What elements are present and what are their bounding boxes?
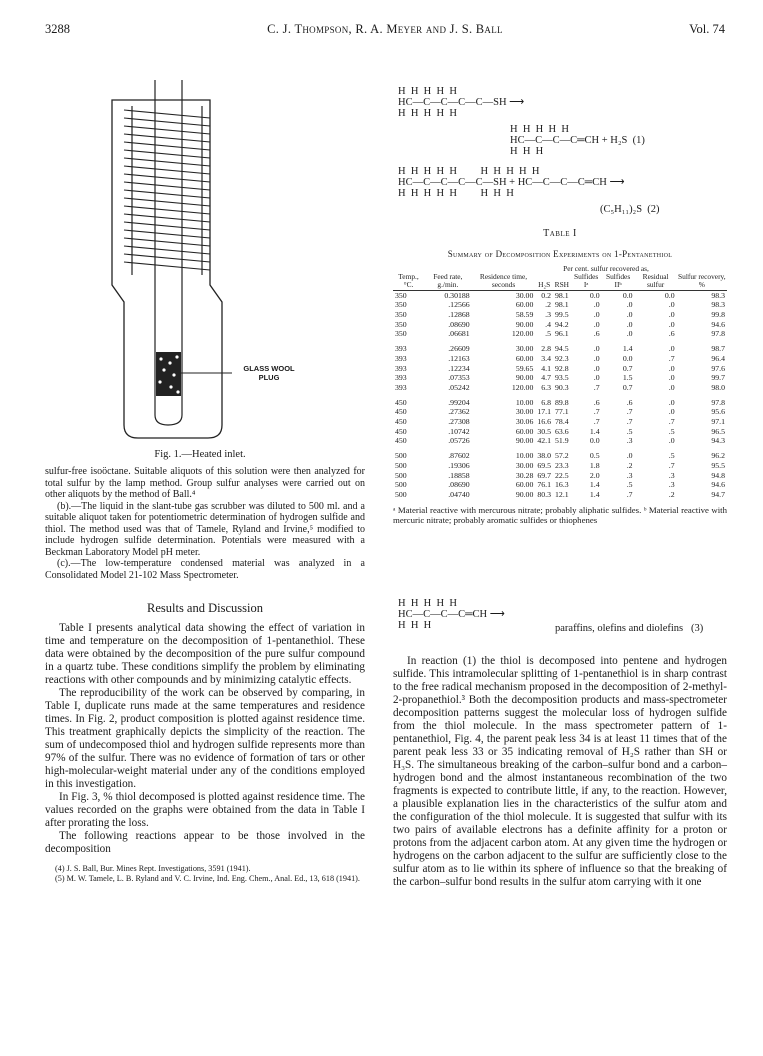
table-cell: 98.1: [555, 300, 569, 310]
table-cell: 2.0: [589, 470, 600, 480]
left-column: [45, 466, 365, 884]
table-cell: 393: [395, 382, 407, 392]
reaction-1-reactant: H H H H H HC—C—C—C—C—SH ⟶ H H H H H: [398, 86, 525, 119]
col-header: Sulfur recovery, %: [677, 265, 727, 290]
table-cell: .2: [626, 460, 633, 470]
table-cell: 500: [395, 470, 407, 480]
table-cell: 393: [395, 344, 407, 354]
table-cell: 95.5: [711, 460, 725, 470]
table-cell: 90.00: [515, 373, 534, 383]
col-header: Residual sulfur: [635, 273, 677, 290]
table-cell: .7: [668, 460, 675, 470]
heated-inlet-drawing: [60, 70, 350, 440]
reaction-2-product: (C₅H₁₁)₂S (2): [600, 204, 660, 215]
table-cell: 2.8: [541, 344, 552, 354]
table-cell: 98.3: [711, 300, 725, 310]
table-cell: .0: [668, 300, 675, 310]
table-cell: 16.3: [555, 480, 569, 490]
table-cell: 500: [395, 451, 407, 461]
table-cell: 450: [395, 407, 407, 417]
table-cell: 97.8: [711, 329, 725, 339]
table-cell: .6: [593, 397, 600, 407]
footnote: (4) J. S. Ball, Bur. Mines Rept. Investigations, 3591 (1941).: [55, 863, 251, 873]
table-cell: .0: [593, 373, 600, 383]
table-cell: .5: [668, 451, 675, 461]
table-row: [393, 471, 727, 481]
table-cell: .87602: [448, 451, 470, 461]
col-header: Sulfides Iᵃ: [571, 273, 602, 290]
table-cell: 500: [395, 460, 407, 470]
table-cell: 393: [395, 363, 407, 373]
table-cell: 17.1: [537, 407, 552, 417]
table-cell: 51.9: [555, 436, 569, 446]
table-cell: .5: [626, 426, 633, 436]
table-cell: 30.28: [515, 470, 534, 480]
table-cell: 80.3: [537, 489, 552, 499]
table-cell: 77.1: [555, 407, 569, 417]
table-cell: .0: [593, 363, 600, 373]
table-cell: .0: [668, 344, 675, 354]
table-cell: .12868: [448, 310, 470, 320]
table-row: [393, 329, 727, 339]
table-cell: 94.6: [711, 319, 725, 329]
table-cell: .7: [626, 407, 633, 417]
page-number: 3288: [45, 22, 70, 36]
table-cell: 38.0: [537, 451, 552, 461]
table-cell: .7: [668, 353, 675, 363]
table-cell: 57.2: [555, 451, 569, 461]
table-cell: 30.00: [515, 290, 534, 300]
table-cell: 1.5: [622, 373, 633, 383]
table-cell: 97.8: [711, 397, 725, 407]
table-cell: 0.0: [664, 290, 675, 300]
table-cell: .26609: [448, 344, 470, 354]
col-header: Feed rate, g./min.: [424, 265, 472, 290]
table-cell: 98.0: [711, 382, 725, 392]
table-cell: 69.5: [537, 460, 552, 470]
reaction-3-product: paraffins, olefins and diolefins (3): [555, 623, 704, 634]
table-cell: 350: [395, 300, 407, 310]
discussion-paragraph: In reaction (1) the thiol is decomposed into pentene and hydrogen sulfide. This intramolecular splitting of 1-pentanethiol is in sharp contrast to the free radical mechanism proposed in the decomposition of 2-methyl-2-propanethiol.³ Both the decomposition products and mass-spectrometer decomposition patterns suggest the molecular loss of hydrogen sulfide from the thiol molecule. In the mass spectrometer pattern of 1-pentanethiol, Fig. 4, the parent peak less 34 is at least 11 times that of the parent peak less 33 or 35 indicating removal of H₂S rather than SH or H₃S. The simultaneous breaking of the carbon–sulfur bond and a carbon–hydrogen bond and the almost instantaneous recombination of the two fragments is expected to contribute little, if any, to the reaction. However, a plausible explanation lies in the characteristics of the sulfur atom and the configuration of the thiol molecule. It is suggested that sulfur with its two pairs of available electrons has a definite affinity for a proton or protons from the adjacent carbon atom. At any given time the hydrogen or hydrogens on the carbon adjacent to the sulfur are sufficiently close to the sulfur atom as to lie within its sphere of influence so that the breaking of the carbon–sulfur bond results in the sulfur atom carrying with it one: [393, 655, 727, 888]
table-cell: 60.00: [515, 480, 534, 490]
table-cell: 350: [395, 310, 407, 320]
table-cell: 22.5: [555, 470, 569, 480]
table-cell: 0.0: [622, 353, 633, 363]
table-cell: 63.6: [555, 426, 569, 436]
reaction-1-product: H H H H H HC—C—C—C═CH + H₂S (1) H H H: [510, 124, 645, 157]
table-cell: 4.7: [541, 373, 552, 383]
table-cell: .0: [626, 319, 633, 329]
table-row: [393, 490, 727, 500]
table-cell: .7: [626, 417, 633, 427]
table-cell: 97.6: [711, 363, 725, 373]
table-cell: 90.00: [515, 436, 534, 446]
table-cell: .12234: [448, 363, 470, 373]
table-cell: 59.65: [515, 363, 534, 373]
table-cell: 0.0: [589, 290, 600, 300]
group-header: Per cent. sulfur recovered as,: [563, 264, 649, 273]
table-row: [393, 339, 727, 354]
table-cell: 30.5: [537, 426, 552, 436]
decomposition-table: [393, 265, 727, 500]
col-header: Residence time, seconds: [472, 265, 536, 290]
table-cell: 96.5: [711, 426, 725, 436]
volume-label: Vol. 74: [689, 22, 725, 36]
table-cell: 90.00: [515, 489, 534, 499]
table-cell: .7: [593, 407, 600, 417]
table-cell: 99.8: [711, 310, 725, 320]
table-cell: .0: [593, 310, 600, 320]
table-cell: .12566: [448, 300, 470, 310]
table-cell: 450: [395, 436, 407, 446]
table-cell: 94.8: [711, 470, 725, 480]
table-cell: .0: [668, 382, 675, 392]
table-cell: .0: [593, 344, 600, 354]
table-cell: .0: [593, 300, 600, 310]
table-cell: 16.6: [537, 417, 552, 427]
table-cell: .5: [626, 480, 633, 490]
table-cell: 78.4: [555, 417, 569, 427]
table-cell: 58.59: [515, 310, 534, 320]
table-cell: .0: [668, 407, 675, 417]
table-cell: .08690: [448, 480, 470, 490]
table-cell: .19306: [448, 460, 470, 470]
col-header: H₂S: [535, 273, 553, 290]
table-cell: 1.4: [622, 344, 633, 354]
table-cell: 0.7: [622, 363, 633, 373]
table-row: [393, 461, 727, 471]
page-header: [45, 22, 725, 42]
table-cell: 99.5: [555, 310, 569, 320]
table-cell: 10.00: [515, 451, 534, 461]
table-cell: .0: [593, 353, 600, 363]
table-cell: 4.1: [541, 363, 552, 373]
table-cell: 30.00: [515, 407, 534, 417]
table-cell: 89.8: [555, 397, 569, 407]
table-cell: 60.00: [515, 353, 534, 363]
methods-paragraph: (b).—The liquid in the slant-tube gas scrubber was diluted to 500 ml. and a suitable aliquot taken for potentiometric determination of hydrogen sulfide and thiol. The method used was that of Tamele, Ryland and Irvine,⁵ modified to include hydrogen sulfide determination. Potentials were measured with a Beckman Laboratory Model pH meter.: [45, 500, 365, 558]
table-cell: .4: [545, 319, 552, 329]
table-cell: .0: [626, 310, 633, 320]
table-cell: 1.4: [589, 489, 600, 499]
table-cell: 0.7: [622, 382, 633, 392]
table-cell: 350: [395, 329, 407, 339]
table-cell: 393: [395, 373, 407, 383]
table-cell: 94.3: [711, 436, 725, 446]
table-cell: .99204: [448, 397, 470, 407]
table-cell: .7: [668, 417, 675, 427]
table-row: [393, 354, 727, 364]
table-cell: .6: [593, 329, 600, 339]
results-paragraph: The reproducibility of the work can be observed by comparing, in Table I, duplicate runs made at the same temperatures and residence times. In Fig. 2, product composition is plotted against residence time. This treatment graphically depicts the simplicity of the reaction. The sum of undecomposed thiol and hydrogen sulfide represents more than 97% of the sulfur. There was no evidence of formation of tars or other high-molecular-weight material under any of the conditions employed in this investigation.: [45, 686, 365, 790]
table-cell: .07353: [448, 373, 470, 383]
table-cell: .06681: [448, 329, 470, 339]
table-cell: .0: [626, 300, 633, 310]
right-column: [393, 655, 727, 889]
table-cell: 6.3: [541, 382, 552, 392]
table-cell: 98.7: [711, 344, 725, 354]
table-cell: 350: [395, 319, 407, 329]
methods-paragraph: sulfur-free isoöctane. Suitable aliquots of this solution were then analyzed for total sulfur by the lamp method. Group sulfur analyses were carried out on other aliquots by the method of Ball.⁴: [45, 466, 365, 500]
table-cell: 60.00: [515, 426, 534, 436]
table-cell: .05242: [448, 382, 470, 392]
table-cell: 96.4: [711, 353, 725, 363]
table-cell: .3: [626, 436, 633, 446]
table-cell: .5: [668, 426, 675, 436]
glass-wool-label: GLASS WOOL PLUG: [243, 364, 295, 382]
table-cell: .0: [668, 319, 675, 329]
table-cell: 1.8: [589, 460, 600, 470]
table-cell: .7: [626, 489, 633, 499]
table-cell: 1.4: [589, 480, 600, 490]
table-cell: .3: [626, 470, 633, 480]
footnote: (5) M. W. Tamele, L. B. Ryland and V. C. Irvine, Ind. Eng. Chem., Anal. Ed., 13, 618 (1941).: [55, 873, 360, 883]
results-paragraph: The following reactions appear to be those involved in the decomposition: [45, 829, 365, 855]
table-cell: 99.7: [711, 373, 725, 383]
table-cell: .0: [668, 310, 675, 320]
table-cell: 120.00: [511, 329, 534, 339]
table-cell: 500: [395, 480, 407, 490]
table-footnote: ᵃ Material reactive with mercurous nitrate; probably aliphatic sulfides. ᵇ Material reactive with mercuric nitrate; probably aromatic sulfides or thiophenes: [393, 504, 727, 526]
table-cell: 1.4: [589, 426, 600, 436]
reaction-3: H H H H H HC—C—C—C═CH ⟶ H H H: [398, 598, 505, 631]
table-cell: .0: [626, 451, 633, 461]
table-cell: 6.8: [541, 397, 552, 407]
table-cell: 12.1: [555, 489, 569, 499]
table-cell: 98.1: [555, 290, 569, 300]
table-cell: 96.2: [711, 451, 725, 461]
table-row: [393, 383, 727, 393]
table-1: [393, 228, 727, 526]
table-row: [393, 373, 727, 383]
table-row: [393, 436, 727, 446]
table-cell: .0: [668, 373, 675, 383]
table-cell: 450: [395, 417, 407, 427]
table-cell: 30.00: [515, 344, 534, 354]
table-row: [393, 427, 727, 437]
table-cell: 96.1: [555, 329, 569, 339]
table-row: [393, 407, 727, 417]
figure-heated-inlet: [60, 70, 350, 440]
table-cell: 90.00: [515, 319, 534, 329]
table-cell: .04740: [448, 489, 470, 499]
table-cell: 120.00: [511, 382, 534, 392]
table-row: [393, 310, 727, 320]
table-cell: .5: [545, 329, 552, 339]
table-cell: .2: [668, 489, 675, 499]
table-cell: .27308: [448, 417, 470, 427]
table-cell: 95.6: [711, 407, 725, 417]
table-cell: .2: [545, 300, 552, 310]
col-header: RSH: [553, 273, 571, 290]
table-cell: .3: [668, 470, 675, 480]
table-row: [393, 480, 727, 490]
table-cell: 60.00: [515, 300, 534, 310]
table-cell: .3: [668, 480, 675, 490]
section-title: Results and Discussion: [147, 601, 263, 615]
table-cell: .27362: [448, 407, 470, 417]
col-header: Temp., °C.: [393, 265, 424, 290]
table-row: [393, 417, 727, 427]
figure-caption: Fig. 1.—Heated inlet.: [154, 449, 246, 460]
table-cell: 90.3: [555, 382, 569, 392]
table-cell: .10742: [448, 426, 470, 436]
table-cell: 93.5: [555, 373, 569, 383]
table-cell: 0.2: [541, 290, 552, 300]
table-cell: .0: [626, 329, 633, 339]
table-cell: 0.0: [622, 290, 633, 300]
table-cell: .7: [593, 382, 600, 392]
table-cell: 97.1: [711, 417, 725, 427]
table-cell: .7: [593, 417, 600, 427]
table-row: [393, 446, 727, 461]
methods-paragraph: (c).—The low-temperature condensed material was analyzed in a Consolidated Model 21-102 Mass Spectrometer.: [45, 558, 365, 581]
table-cell: 98.3: [711, 290, 725, 300]
table-cell: 69.7: [537, 470, 552, 480]
table-label: Table I: [543, 228, 577, 239]
table-row: [393, 300, 727, 310]
table-cell: .0: [668, 436, 675, 446]
col-header: Sulfides IIᵇ: [602, 273, 635, 290]
table-cell: 0.30188: [444, 290, 470, 300]
table-cell: 92.3: [555, 353, 569, 363]
table-cell: .0: [593, 319, 600, 329]
table-cell: .6: [668, 329, 675, 339]
table-cell: 3.4: [541, 353, 552, 363]
table-cell: 30.00: [515, 460, 534, 470]
table-cell: .12163: [448, 353, 470, 363]
table-cell: 76.1: [537, 480, 552, 490]
table-cell: 350: [395, 290, 407, 300]
table-row: [393, 320, 727, 330]
table-cell: 450: [395, 426, 407, 436]
table-cell: .3: [545, 310, 552, 320]
table-cell: 94.2: [555, 319, 569, 329]
table-cell: 450: [395, 397, 407, 407]
table-cell: .6: [626, 397, 633, 407]
footnotes: [45, 864, 365, 884]
table-row: [393, 393, 727, 408]
table-cell: .08690: [448, 319, 470, 329]
results-paragraph: Table I presents analytical data showing the effect of variation in time and temperature on the decomposition of 1-pentanethiol. These data were obtained by the decomposition of the pure sulfur compound in a quartz tube. These conditions simplify the problem by eliminating reactions with other compounds and by minimizing catalytic effects.: [45, 621, 365, 686]
table-cell: 92.8: [555, 363, 569, 373]
table-cell: 30.06: [515, 417, 534, 427]
table-row: [393, 364, 727, 374]
table-cell: 94.5: [555, 344, 569, 354]
table-cell: 393: [395, 353, 407, 363]
table-cell: 10.00: [515, 397, 534, 407]
table-cell: .0: [668, 363, 675, 373]
table-cell: 42.1: [537, 436, 552, 446]
table-cell: 0.5: [589, 451, 600, 461]
results-paragraph: In Fig. 3, % thiol decomposed is plotted against residence time. The values recorded on the graphs were obtained from the data in Table I after prorating the loss.: [45, 790, 365, 829]
table-cell: 0.0: [589, 436, 600, 446]
table-cell: .05726: [448, 436, 470, 446]
table-title: Summary of Decomposition Experiments on 1-Pentanethiol: [447, 249, 673, 259]
table-cell: 23.3: [555, 460, 569, 470]
reaction-2: H H H H H H H H H H HC—C—C—C—C—SH + HC—C—C—C═CH ⟶ H H H H H H H H: [398, 166, 625, 199]
table-cell: 500: [395, 489, 407, 499]
running-authors: C. J. Thompson, R. A. Meyer and J. S. Ball: [267, 22, 503, 36]
table-cell: 94.7: [711, 489, 725, 499]
table-cell: .18858: [448, 470, 470, 480]
table-row: [393, 290, 727, 300]
table-cell: .0: [668, 397, 675, 407]
table-cell: 94.6: [711, 480, 725, 490]
